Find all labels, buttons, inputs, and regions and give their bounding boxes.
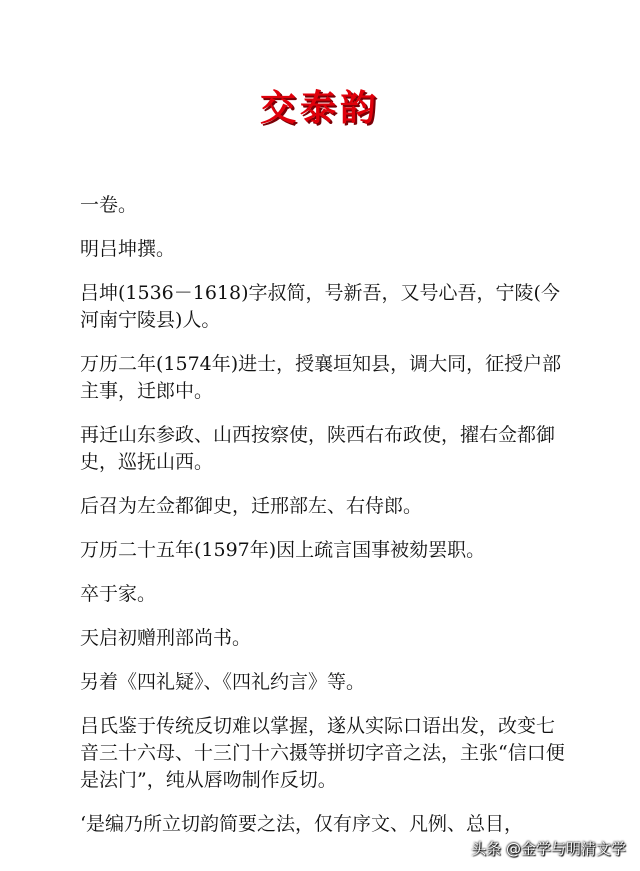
document-title: 交泰韵 <box>259 88 380 129</box>
paragraph: 万历二年(1574年)进士，授襄垣知县，调大同，征授户部主事，迁郎中。 <box>80 353 562 402</box>
paragraph: 吕氏鉴于传统反切难以掌握，遂从实际口语出发，改变七音三十六母、十三门十六摄等拼切字音之法，主张“信口便是法门”，纯从唇吻制作反切。 <box>80 715 565 791</box>
paragraph: 万历二十五年(1597年)因上疏言国事被劾罢职。 <box>80 539 486 561</box>
paragraph: 天启初赠刑部尚书。 <box>80 627 252 649</box>
paragraph: 再迁山东参政、山西按察使，陕西右布政使，擢右佥都御史，巡抚山西。 <box>80 424 556 473</box>
paragraph: 明吕坤撰。 <box>80 238 176 260</box>
paragraph: 吕坤(1536－1618)字叔简，号新吾，又号心吾，宁陵(今河南宁陵县)人。 <box>80 282 560 331</box>
paragraph: ‘是编乃所立切韵简要之法，仅有序文、凡例、总目， <box>80 813 524 835</box>
document-body <box>80 192 570 855</box>
paragraph: 一卷。 <box>80 194 138 216</box>
paragraph: 另着《四礼疑》、《四礼约言》等。 <box>80 671 366 693</box>
paragraph: 卒于家。 <box>80 583 157 605</box>
source-watermark: 头条 @金学与明清文学 <box>471 840 626 858</box>
paragraph: 后召为左佥都御史，迁邢部左、右侍郎。 <box>80 495 423 517</box>
